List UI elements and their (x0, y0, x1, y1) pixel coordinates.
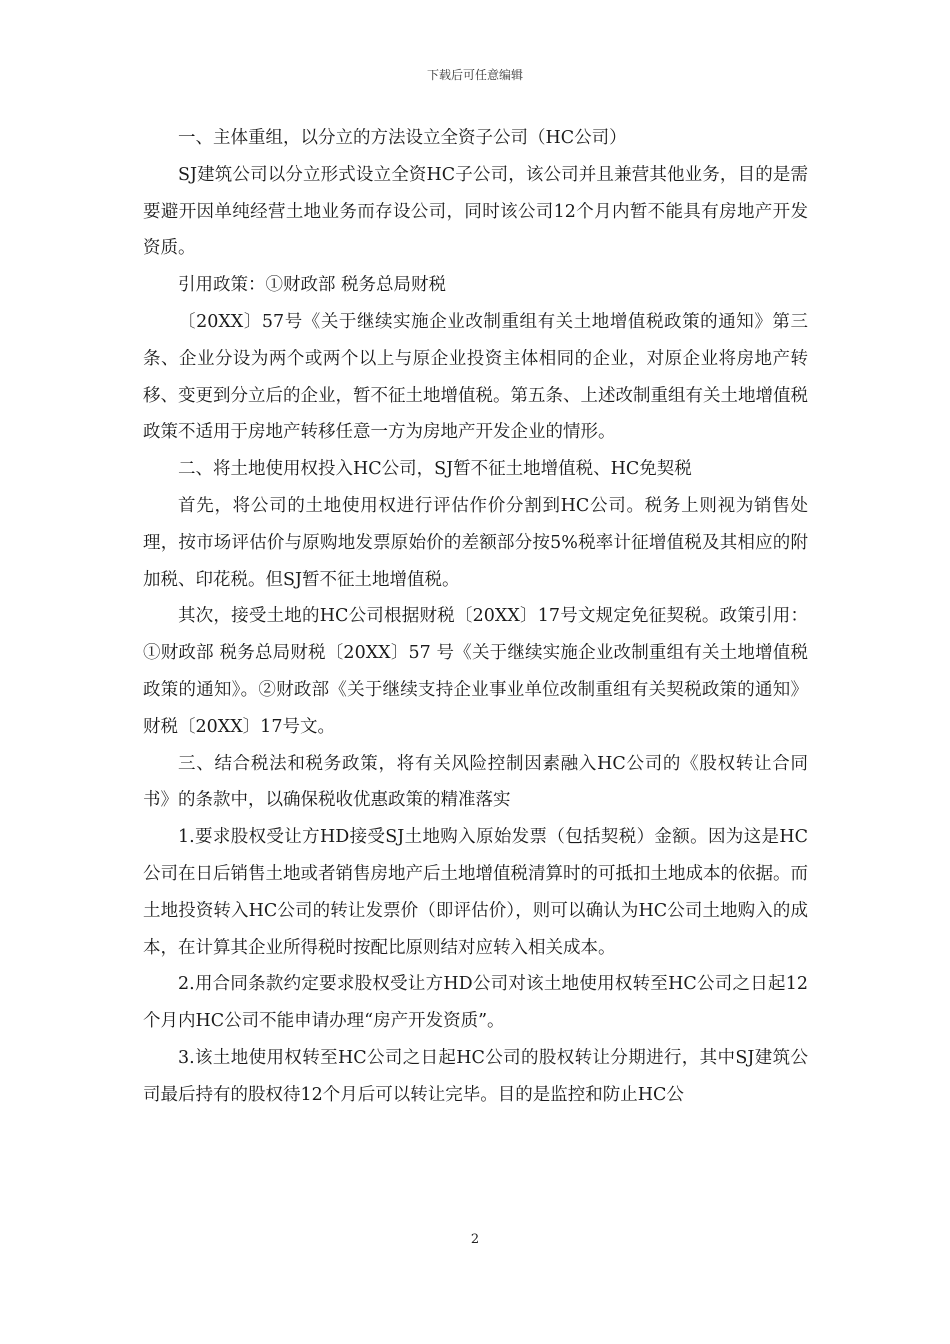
section-heading-3: 三、结合税法和税务政策，将有关风险控制因素融入HC公司的《股权转让合同书》的条款中，以确保税收优惠政策的精准落实 (143, 753, 808, 811)
paragraph: SJ建筑公司以分立形式设立全资HC子公司，该公司并且兼营其他业务，目的是需要避开因单纯经营土地业务而存设公司，同时该公司12个月内暂不能具有房地产开发资质。 (143, 164, 808, 259)
section-heading-1: 一、主体重组，以分立的方法设立全资子公司（HC公司） (178, 128, 627, 148)
list-item: 1.要求股权受让方HD接受SJ土地购入原始发票（包括契税）金额。因为这是HC公司在日后销售土地或者销售房地产后土地增值税清算时的可抵扣土地成本的依据。而土地投资转入HC公司的转让发票价（即评估价），则可以确认为HC公司土地购入的成本，在计算其企业所得税时按配比原则结对应转入相关成本。 (143, 827, 808, 958)
document-body (143, 120, 808, 1114)
paragraph: 〔20XX〕57号《关于继续实施企业改制重组有关土地增值税政策的通知》第三条、企业分设为两个或两个以上与原企业投资主体相同的企业，对原企业将房地产转移、变更到分立后的企业，暂不征土地增值税。第五条、上述改制重组有关土地增值税政策不适用于房地产转移任意一方为房地产开发企业的情形。 (143, 311, 808, 443)
paragraph: 首先，将公司的土地使用权进行评估作价分割到HC公司。税务上则视为销售处理，按市场评估价与原购地发票原始价的差额部分按5%税率计征增值税及其相应的附加税、印花税。但SJ暂不征土地增值税。 (143, 495, 808, 590)
paragraph: 其次，接受土地的HC公司根据财税〔20XX〕17号文规定免征契税。政策引用：①财政部 税务总局财税〔20XX〕57 号《关于继续实施企业改制重组有关土地增值税政策的通知》。②财政部《关于继续支持企业事业单位改制重组有关契税政策的通知》财税〔20XX〕17号文。 (143, 606, 808, 737)
page-header: 下载后可任意编辑 (426, 68, 523, 82)
list-item: 3.该土地使用权转至HC公司之日起HC公司的股权转让分期进行，其中SJ建筑公司最后持有的股权待12个月后可以转让完毕。目的是监控和防止HC公 (143, 1047, 808, 1105)
page-number: 2 (470, 1232, 480, 1247)
paragraph: 引用政策：①财政部 税务总局财税 (178, 275, 447, 296)
list-item: 2.用合同条款约定要求股权受让方HD公司对该土地使用权转至HC公司之日起12个月内HC公司不能申请办理“房产开发资质”。 (143, 974, 808, 1032)
section-heading-2: 二、将土地使用权投入HC公司，SJ暂不征土地增值税、HC免契税 (178, 459, 692, 480)
